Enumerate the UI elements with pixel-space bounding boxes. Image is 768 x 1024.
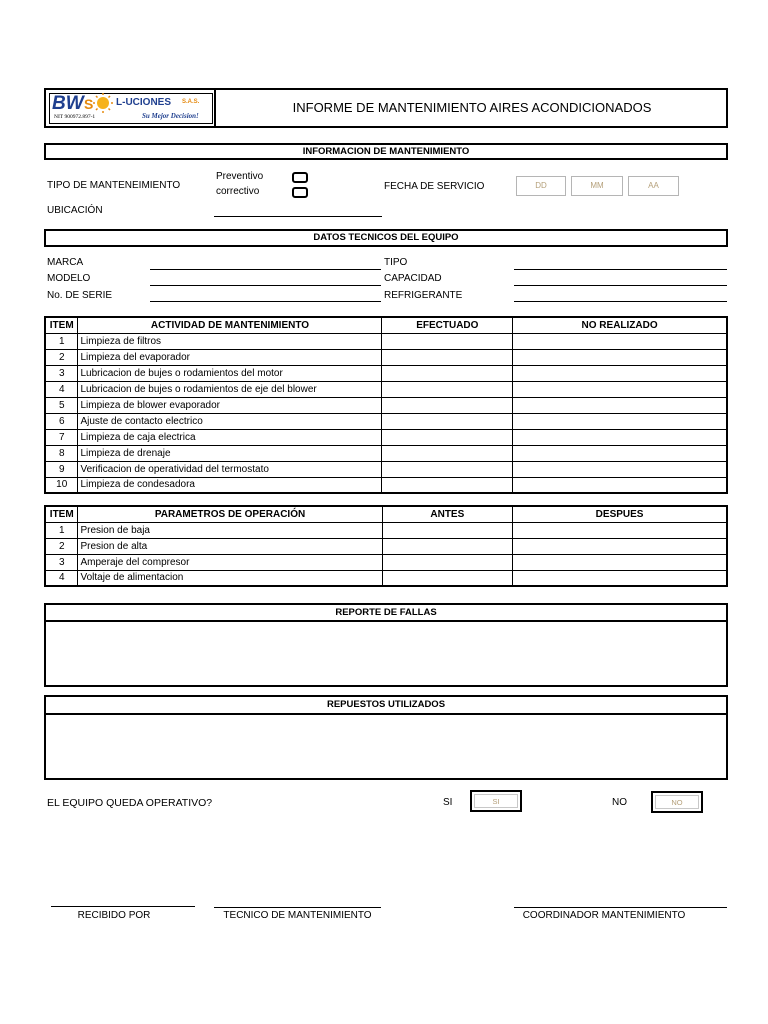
col-item-header: ITEM <box>45 317 78 333</box>
parameter-text: Presion de baja <box>78 522 382 538</box>
activity-text: Limpieza de drenaje <box>78 445 382 461</box>
col-no-realizado-header: NO REALIZADO <box>513 317 727 333</box>
si-label: SI <box>443 797 453 808</box>
no-realizado-cell[interactable] <box>513 445 727 461</box>
logo-sas: S.A.S. <box>182 99 200 105</box>
si-option-text: SI <box>474 794 518 808</box>
page-title: INFORME DE MANTENIMIENTO AIRES ACONDICIONADOS <box>292 100 652 115</box>
no-realizado-cell[interactable] <box>513 477 727 493</box>
table-row <box>45 333 727 349</box>
logo <box>46 90 216 126</box>
logo-sol: S <box>84 96 94 112</box>
activity-text: Ajuste de contacto electrico <box>78 413 382 429</box>
despues-cell[interactable] <box>513 554 727 570</box>
serie-label: No. DE SERIE <box>47 290 113 301</box>
efectuado-cell[interactable] <box>382 477 513 493</box>
refrigerante-field[interactable] <box>514 301 727 302</box>
antes-cell[interactable] <box>382 522 513 538</box>
table-row <box>45 381 727 397</box>
fecha-servicio-label: FECHA DE SERVICIO <box>384 181 485 192</box>
tecnico-label: TECNICO DE MANTENIMIENTO <box>223 910 372 921</box>
no-realizado-cell[interactable] <box>513 413 727 429</box>
item-number: 5 <box>45 397 78 413</box>
table-row <box>45 349 727 365</box>
activity-text: Limpieza del evaporador <box>78 349 382 365</box>
parametros-header-row <box>45 506 727 522</box>
no-option[interactable] <box>651 791 703 813</box>
logo-slogan: Su Mejor Decision! <box>142 112 199 120</box>
recibido-signature-line[interactable] <box>51 906 195 907</box>
ubicacion-field[interactable] <box>214 216 382 217</box>
tipo-label: TIPO <box>384 257 408 268</box>
item-number: 10 <box>45 477 78 493</box>
preventivo-checkbox[interactable] <box>292 172 308 183</box>
datos-section-title: DATOS TECNICOS DEL EQUIPO <box>44 229 728 247</box>
table-row <box>45 365 727 381</box>
efectuado-cell[interactable] <box>382 461 513 477</box>
actividades-table <box>44 316 728 494</box>
efectuado-cell[interactable] <box>382 349 513 365</box>
capacidad-field[interactable] <box>514 285 727 286</box>
fecha-aa-field[interactable]: AA <box>628 176 679 196</box>
si-option[interactable] <box>470 790 522 812</box>
table-row <box>45 397 727 413</box>
no-label: NO <box>612 797 627 808</box>
table-row <box>45 413 727 429</box>
no-option-text: NO <box>655 795 699 809</box>
fecha-mm-field[interactable]: MM <box>571 176 623 196</box>
antes-cell[interactable] <box>382 570 513 586</box>
activity-text: Limpieza de condesadora <box>78 477 382 493</box>
correctivo-checkbox[interactable] <box>292 187 308 198</box>
item-number: 1 <box>45 522 78 538</box>
item-number: 4 <box>45 381 78 397</box>
parameter-text: Voltaje de alimentacion <box>78 570 382 586</box>
no-realizado-cell[interactable] <box>513 429 727 445</box>
efectuado-cell[interactable] <box>382 445 513 461</box>
repuestos-textarea[interactable] <box>44 713 728 780</box>
modelo-field[interactable] <box>150 285 381 286</box>
item-number: 7 <box>45 429 78 445</box>
correctivo-label: correctivo <box>216 186 260 197</box>
antes-cell[interactable] <box>382 554 513 570</box>
item-number: 9 <box>45 461 78 477</box>
efectuado-cell[interactable] <box>382 429 513 445</box>
efectuado-cell[interactable] <box>382 397 513 413</box>
item-number: 4 <box>45 570 78 586</box>
no-realizado-cell[interactable] <box>513 365 727 381</box>
parameter-text: Presion de alta <box>78 538 382 554</box>
parametros-table <box>44 505 728 587</box>
coordinador-signature-line[interactable] <box>514 907 727 908</box>
item-number: 3 <box>45 365 78 381</box>
parameter-text: Amperaje del compresor <box>78 554 382 570</box>
logo-nit: NIT 900972.897-1 <box>54 114 96 120</box>
item-number: 3 <box>45 554 78 570</box>
col-item-header: ITEM <box>45 506 78 522</box>
header-box <box>44 88 728 128</box>
activity-text: Limpieza de caja electrica <box>78 429 382 445</box>
ubicacion-label: UBICACIÓN <box>47 205 103 216</box>
no-realizado-cell[interactable] <box>513 397 727 413</box>
activity-text: Limpieza de filtros <box>78 333 382 349</box>
coordinador-label: COORDINADOR MANTENIMIENTO <box>522 910 686 921</box>
despues-cell[interactable] <box>513 538 727 554</box>
antes-cell[interactable] <box>382 538 513 554</box>
logo-bw: BW <box>52 93 84 114</box>
fallas-textarea[interactable] <box>44 620 728 687</box>
col-efectuado-header: EFECTUADO <box>382 317 513 333</box>
no-realizado-cell[interactable] <box>513 349 727 365</box>
table-row <box>45 538 727 554</box>
col-actividad-header: ACTIVIDAD DE MANTENIMIENTO <box>78 317 382 333</box>
serie-field[interactable] <box>150 301 381 302</box>
table-row <box>45 445 727 461</box>
no-realizado-cell[interactable] <box>513 381 727 397</box>
tipo-mantenimiento-label: TIPO DE MANTENEIMIENTO <box>47 180 181 191</box>
fecha-dd-field[interactable]: DD <box>516 176 566 196</box>
table-row <box>45 570 727 586</box>
despues-cell[interactable] <box>513 570 727 586</box>
logo-name: L-UCIONES <box>116 97 171 108</box>
marca-field[interactable] <box>150 269 381 270</box>
table-row <box>45 554 727 570</box>
repuestos-section-title: REPUESTOS UTILIZADOS <box>44 695 728 715</box>
item-number: 2 <box>45 349 78 365</box>
item-number: 8 <box>45 445 78 461</box>
tipo-field[interactable] <box>514 269 727 270</box>
table-row <box>45 461 727 477</box>
despues-cell[interactable] <box>513 522 727 538</box>
fallas-section-title: REPORTE DE FALLAS <box>44 603 728 622</box>
table-row <box>45 429 727 445</box>
marca-label: MARCA <box>47 257 84 268</box>
efectuado-cell[interactable] <box>382 365 513 381</box>
item-number: 2 <box>45 538 78 554</box>
col-parametro-header: PARAMETROS DE OPERACIÓN <box>78 506 382 522</box>
efectuado-cell[interactable] <box>382 413 513 429</box>
activity-text: Limpieza de blower evaporador <box>78 397 382 413</box>
efectuado-cell[interactable] <box>382 381 513 397</box>
item-number: 6 <box>45 413 78 429</box>
efectuado-cell[interactable] <box>382 333 513 349</box>
recibido-label: RECIBIDO POR <box>77 910 151 921</box>
actividades-header-row <box>45 317 727 333</box>
activity-text: Lubricacion de bujes o rodamientos del motor <box>78 365 382 381</box>
capacidad-label: CAPACIDAD <box>384 273 442 284</box>
logo-sun-icon <box>90 92 116 114</box>
col-antes-header: ANTES <box>382 506 513 522</box>
no-realizado-cell[interactable] <box>513 461 727 477</box>
table-row <box>45 477 727 493</box>
info-section-title: INFORMACION DE MANTENIMIENTO <box>44 143 728 160</box>
activity-text: Lubricacion de bujes o rodamientos de eje del blower <box>78 381 382 397</box>
no-realizado-cell[interactable] <box>513 333 727 349</box>
tecnico-signature-line[interactable] <box>214 907 381 908</box>
table-row <box>45 522 727 538</box>
refrigerante-label: REFRIGERANTE <box>384 290 463 301</box>
modelo-label: MODELO <box>47 273 91 284</box>
col-despues-header: DESPUES <box>513 506 727 522</box>
operativo-question: EL EQUIPO QUEDA OPERATIVO? <box>47 797 213 809</box>
activity-text: Verificacion de operatividad del termostato <box>78 461 382 477</box>
preventivo-label: Preventivo <box>216 171 264 182</box>
item-number: 1 <box>45 333 78 349</box>
